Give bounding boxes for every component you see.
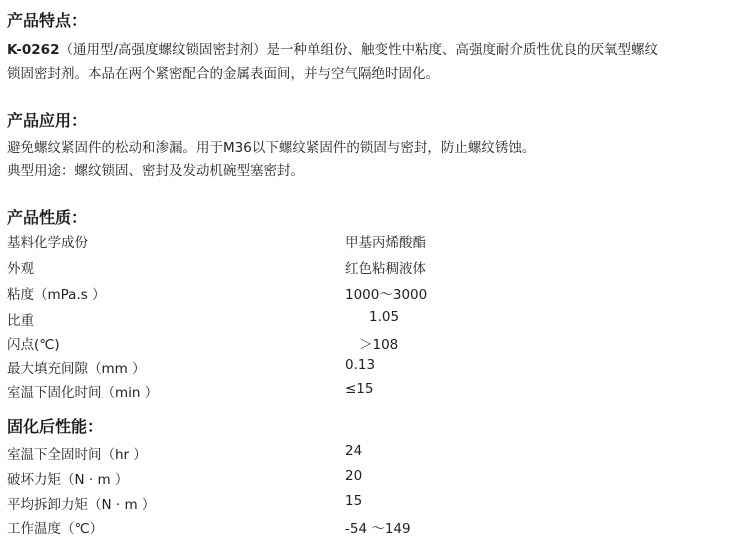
property-value: 15: [345, 493, 363, 509]
table-row: [7, 333, 707, 355]
table-row: [7, 309, 707, 331]
property-label: 工作温度（℃）: [7, 521, 104, 537]
table-row: [7, 283, 707, 305]
table-row: [7, 517, 707, 539]
table-row: [7, 231, 707, 253]
features-title: 产品特点：: [7, 11, 88, 30]
property-value: 1000～3000: [345, 287, 428, 303]
property-label: 平均拆卸力矩（N · m ）: [7, 497, 156, 513]
property-label: 室温下全固时间（hr ）: [7, 447, 147, 463]
property-value: ＞108: [359, 337, 399, 353]
application-line-1: 避免螺纹紧固件的松动和渗漏。用于M36以下螺纹紧固件的锁固与密封，防止螺纹锈蚀。: [7, 140, 536, 156]
table-row: [7, 357, 707, 379]
features-line-1-text: （通用型/高强度螺纹锁固密封剂）是一种单组份、触变性中粘度、高强度耐介质性优良的厌氧型螺纹: [59, 42, 659, 58]
property-label: 最大填充间隙（mm ）: [7, 361, 146, 377]
property-label: 粘度（mPa.s ）: [7, 287, 106, 303]
property-value: 甲基丙烯酸酯: [345, 235, 426, 251]
property-label: 基料化学成份: [7, 235, 88, 251]
property-label: 比重: [7, 313, 34, 329]
application-title: 产品应用：: [7, 111, 88, 130]
table-row: [7, 257, 707, 279]
table-row: [7, 443, 707, 465]
cured-performance-title: 固化后性能：: [7, 417, 104, 436]
property-label: 闪点(℃): [7, 337, 60, 353]
property-label: 破坏力矩（N · m ）: [7, 472, 129, 488]
application-line-2: 典型用途：螺纹锁固、密封及发动机碗型塞密封。: [7, 163, 304, 179]
property-label: 室温下固化时间（min ）: [7, 385, 159, 401]
property-value: 0.13: [345, 357, 376, 373]
property-label: 外观: [7, 261, 34, 277]
table-row: [7, 381, 707, 403]
property-value: 24: [345, 443, 363, 459]
property-value: 1.05: [369, 309, 400, 325]
property-value: -54 ～149: [345, 521, 411, 537]
features-line-1: [7, 38, 658, 58]
features-line-2: 锁固密封剂。本品在两个紧密配合的金属表面间，并与空气隔绝时固化。: [7, 66, 439, 82]
property-value: 红色粘稠液体: [345, 261, 426, 277]
properties-title: 产品性质：: [7, 208, 88, 227]
table-row: [7, 493, 707, 515]
product-code: K-0262: [7, 42, 60, 58]
property-value: ≤15: [345, 381, 374, 397]
table-row: [7, 468, 707, 490]
property-value: 20: [345, 468, 363, 484]
